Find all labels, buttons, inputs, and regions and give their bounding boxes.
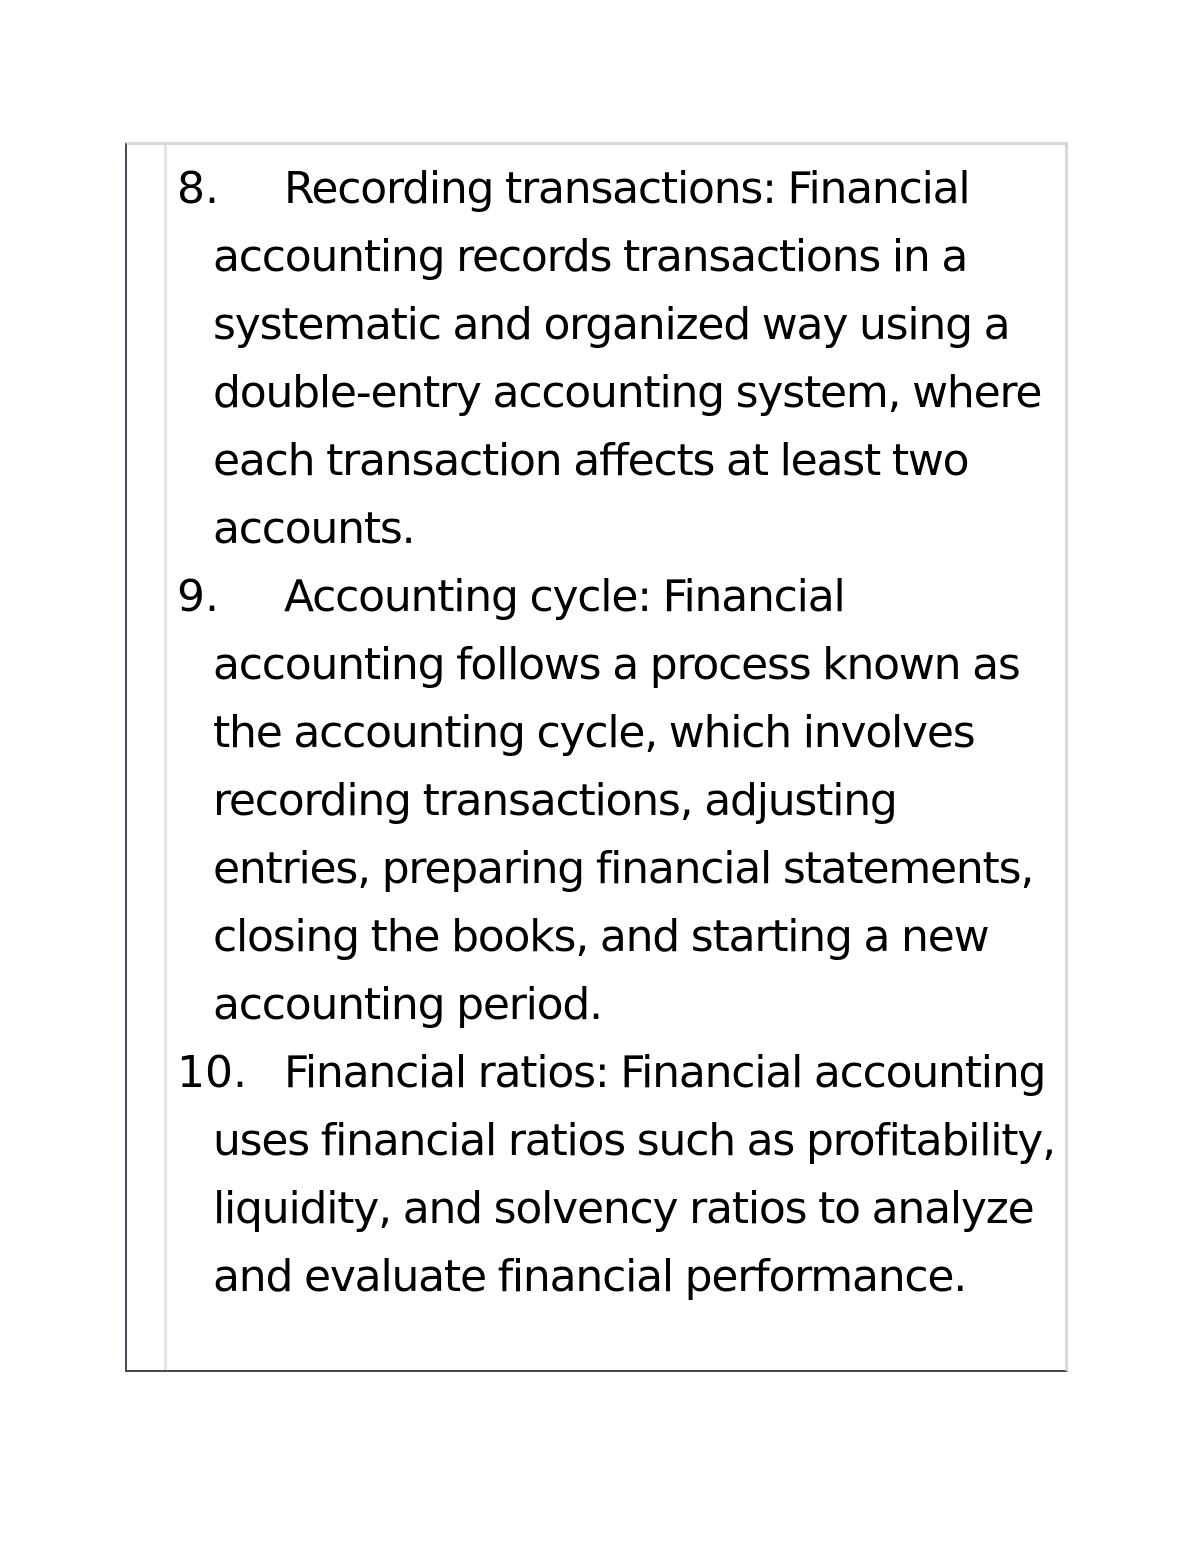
- numbered-list: [127, 155, 1063, 1311]
- list-item-number: 9.: [177, 571, 219, 622]
- list-item-text: Accounting cycle: Financial accounting follows a process known as the accounting cycle, which involves recording transactions, adjusting entries, preparing financial statements, closing the books, and starting a new accounting period.: [213, 571, 1034, 1030]
- list-item: [127, 155, 1063, 563]
- list-item-number: 10.: [177, 1047, 247, 1098]
- list-item: [127, 1039, 1063, 1311]
- list-item-text: Recording transactions: Financial accounting records transactions in a systematic and organized way using a double-entry accounting system, where each transaction affects at least two accounts.: [213, 163, 1042, 554]
- list-item: [127, 563, 1063, 1039]
- list-item-text: Financial ratios: Financial accounting uses financial ratios such as profitability, liquidity, and solvency ratios to analyze and evaluate financial performance.: [213, 1047, 1055, 1302]
- list-item-number: 8.: [177, 163, 219, 214]
- text-box-frame: [125, 142, 1068, 1372]
